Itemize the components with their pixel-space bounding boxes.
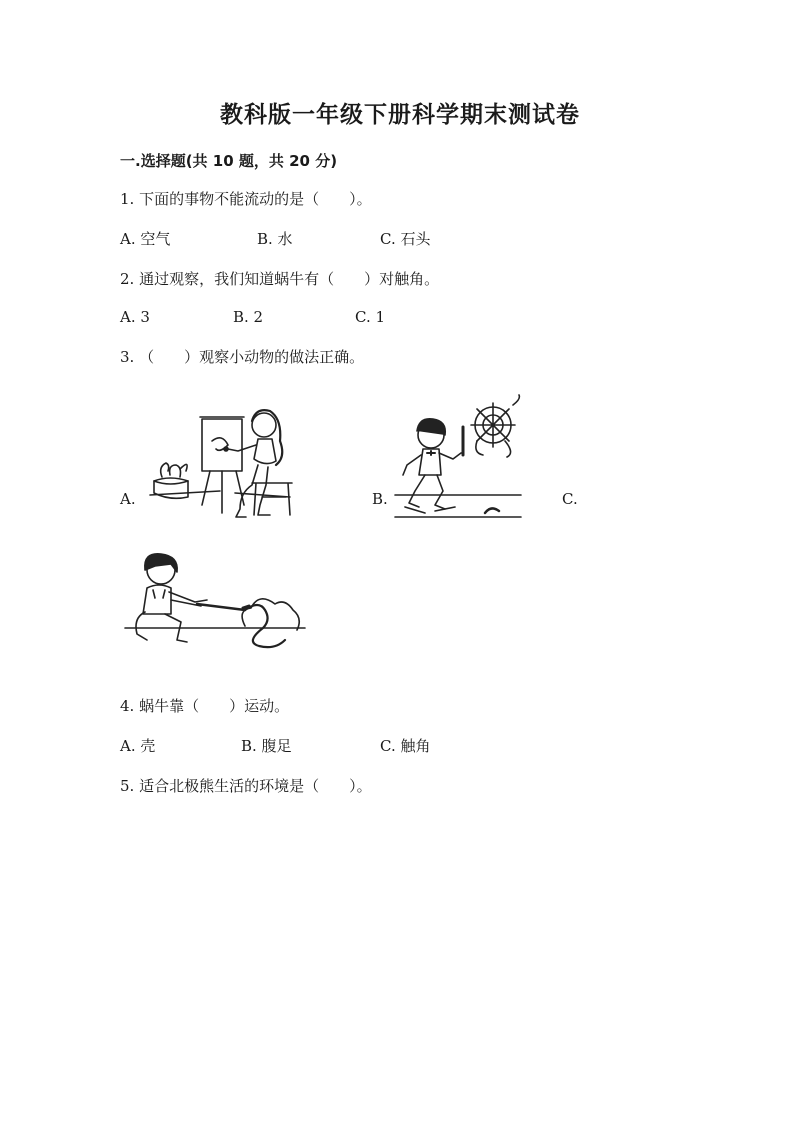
boy-with-stick-spiderweb-illustration (395, 395, 525, 525)
question-1-option-a[interactable]: A. 空气 (120, 230, 171, 248)
girl-drawing-squirrel-illustration (140, 405, 300, 525)
question-2-stem: 2. 通过观察，我们知道蜗牛有（ ）对触角。 (120, 270, 440, 288)
question-4-option-a[interactable]: A. 壳 (120, 737, 156, 755)
question-4-option-c[interactable]: C. 触角 (380, 737, 431, 755)
question-5-stem: 5. 适合北极熊生活的环境是（ ）。 (120, 777, 372, 795)
question-3-option-a[interactable]: A. (120, 490, 136, 508)
question-2-option-a[interactable]: A. 3 (120, 308, 150, 326)
question-1-option-b[interactable]: B. 水 (257, 230, 293, 248)
question-3-option-b[interactable]: B. (372, 490, 388, 508)
boy-poking-snake-illustration (125, 548, 305, 653)
question-4-stem: 4. 蜗牛靠（ ）运动。 (120, 697, 290, 715)
page-title: 教科版一年级下册科学期末测试卷 (220, 102, 580, 128)
question-3-option-c[interactable]: C. (562, 490, 578, 508)
question-2-option-b[interactable]: B. 2 (233, 308, 264, 326)
question-1-option-c[interactable]: C. 石头 (380, 230, 431, 248)
question-1-stem: 1. 下面的事物不能流动的是（ ）。 (120, 190, 372, 208)
question-2-option-c[interactable]: C. 1 (355, 308, 386, 326)
question-3-stem: 3. （ ）观察小动物的做法正确。 (120, 348, 365, 366)
question-4-option-b[interactable]: B. 腹足 (241, 737, 292, 755)
section-heading: 一.选择题(共 10 题，共 20 分) (120, 152, 338, 170)
